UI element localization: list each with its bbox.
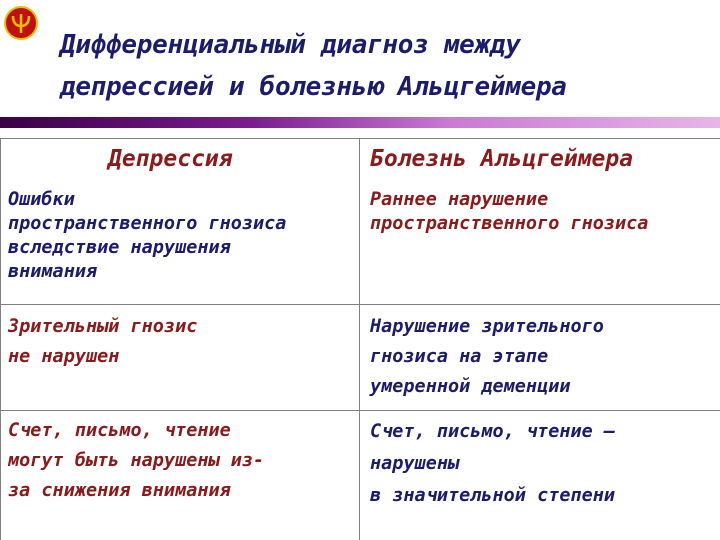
- row1-alzheimer: [370, 188, 648, 236]
- header-depression: Депрессия: [108, 146, 233, 172]
- row2-alzheimer-line: Нарушение зрительного: [370, 316, 604, 337]
- row1-depression-line: вследствие нарушения: [8, 237, 231, 258]
- psi-icon: [9, 11, 33, 35]
- row3-alzheimer-line: в значительной степени: [370, 485, 616, 506]
- header-alzheimer: Болезнь Альцгеймера: [370, 146, 634, 172]
- title-line-2: депрессией и болезнью Альцгеймера: [60, 72, 567, 102]
- table-border-top: [0, 138, 720, 139]
- gradient-divider: [0, 117, 720, 128]
- row1-alzheimer-line: пространственного гнозиса: [370, 213, 649, 234]
- row2-depression-line: не нарушен: [8, 346, 120, 367]
- row2-alzheimer-line: гнозиса на этапе: [370, 346, 549, 367]
- row3-depression-line: за снижения внимания: [8, 480, 231, 501]
- row3-depression: [8, 416, 264, 506]
- row1-depression: [8, 188, 286, 284]
- row1-alzheimer-line: Раннее нарушение: [370, 189, 549, 210]
- row3-alzheimer-line: Счет, письмо, чтение –: [370, 421, 616, 442]
- row1-depression-line: пространственного гнозиса: [8, 213, 287, 234]
- row2-alzheimer-line: умеренной деменции: [370, 376, 571, 397]
- page-title: [60, 24, 710, 108]
- row3-depression-line: могут быть нарушены из-: [8, 450, 265, 471]
- comparison-table: [0, 138, 720, 540]
- row1-depression-line: Ошибки: [8, 189, 75, 210]
- row2-depression-line: Зрительный гнозис: [8, 316, 198, 337]
- row3-depression-line: Счет, письмо, чтение: [8, 420, 231, 441]
- row-divider-1: [0, 304, 720, 305]
- row3-alzheimer-line: нарушены: [370, 453, 460, 474]
- row2-alzheimer: [370, 312, 604, 402]
- psi-logo: [4, 6, 38, 40]
- table-column-divider: [359, 138, 360, 540]
- row3-alzheimer: [370, 416, 615, 512]
- row2-depression: [8, 312, 197, 372]
- table-border-left: [0, 138, 1, 540]
- row1-depression-line: внимания: [8, 261, 98, 282]
- title-line-1: Дифференциальный диагноз между: [60, 30, 521, 60]
- row-divider-2: [0, 410, 720, 411]
